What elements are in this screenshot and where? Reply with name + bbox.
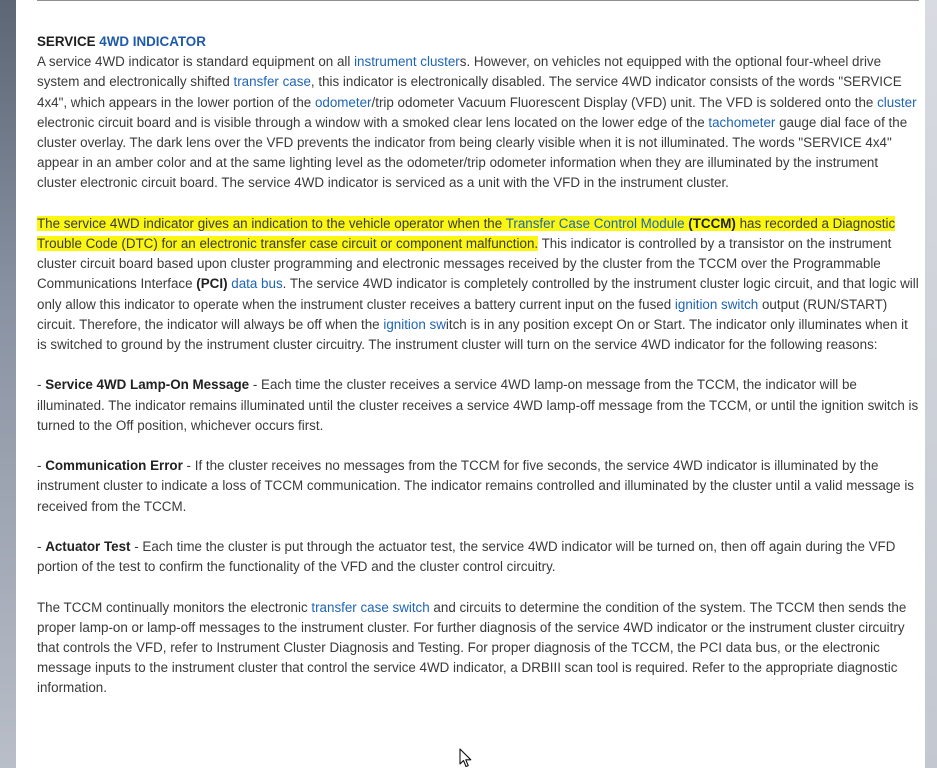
- scrollbar-track[interactable]: [924, 0, 937, 768]
- paragraph-intro: A service 4WD indicator is standard equipment on all instrument clusters. However, on vehicles not equipped with the optional four-wheel drive system and electronically shifted transfer case, this indicator is electronically disabled. The service 4WD indicator consists of the words "SERVICE 4x4", which appears in the lower portion of the odometer/trip odometer Vacuum Fluorescent Display (VFD) unit. The VFD is soldered onto the cluster electronic circuit board and is visible through a window with a smoked clear lens located on the lower edge of the tachometer gauge dial face of the cluster overlay. The dark lens over the VFD prevents the indicator from being clearly visible when it is not illuminated. The words "SERVICE 4x4" appear in an amber color and at the same lighting level as the odometer/trip odometer information when they are illuminated by the instrument cluster electronic circuit board. The service 4WD indicator is serviced as a unit with the VFD in the instrument cluster.: [37, 54, 917, 191]
- section-title: [37, 32, 920, 52]
- link-transfer-case[interactable]: transfer case: [233, 74, 311, 90]
- link-transfer-case-switch[interactable]: transfer case switch: [311, 599, 430, 615]
- window-left-edge: [0, 0, 16, 768]
- link-transfer-case-control-module[interactable]: Transfer Case Co: [505, 215, 611, 231]
- spacer: [37, 577, 920, 597]
- top-divider: [37, 0, 919, 1]
- link-instrument-cluster[interactable]: instrument cluster: [354, 54, 460, 70]
- paragraph-diagnosis: The TCCM continually monitors the electronic transfer case switch and circuits to determine the condition of the system. The TCCM then sends the proper lamp-on or lamp-off messages to the instrument cluster. For further diagnosis of the service 4WD indicator or the instrument cluster circuitry that controls the VFD, refer to Instrument Cluster Diagnosis and Testing. For proper diagnosis of the TCCM, the PCI data bus, or the electronic message inputs to the instrument cluster that control the service 4WD indicator, a DRBIII scan tool is required. Refer to the appropriate diagnostic information.: [37, 599, 907, 696]
- link-odometer[interactable]: odometer: [314, 94, 372, 110]
- highlighted-text: The service 4WD indicator gives an indication to the vehicle operator when the Transfer Case Control Module (TCCM) has recorded a Diagnostic Trouble Code (DTC) for an electronic transfer case circuit or component malfunction.: [37, 215, 896, 252]
- spacer: [37, 517, 920, 537]
- spacer: [37, 194, 920, 214]
- article-body: [37, 32, 920, 699]
- spacer: [37, 436, 920, 456]
- paragraph-operation: The service 4WD indicator gives an indication to the vehicle operator when the Transfer Case Control Module (TCCM) has recorded a Diagnostic Trouble Code (DTC) for an electronic transfer case circuit or component malfunction. This indicator is controlled by a transistor on the instrument cluster circuit board based upon cluster programming and electronic messages received by the cluster from the TCCM over the Programmable Communications Interface (PCI) data bus. The service 4WD indicator is completely controlled by the instrument cluster logic circuit, and that logic will only allow this indicator to operate when the instrument cluster receives a battery current input on the fused ignition switch output (RUN/START) circuit. Therefore, the indicator will always be off when the ignition switch is in any position except On or Start. The indicator only illuminates when it is switched to ground by the instrument cluster circuitry. The instrument cluster will turn on the service 4WD indicator for the following reasons:: [37, 215, 919, 353]
- title-link[interactable]: 4WD INDICATOR: [99, 34, 206, 49]
- document-page: [16, 0, 925, 768]
- link-tachometer[interactable]: tachometer: [708, 114, 776, 130]
- reason-communication-error: - Communication Error - If the cluster receives no messages from the TCCM for five seconds, the service 4WD indicator is illuminated by the instrument cluster to indicate a loss of TCCM communication. The indicator remains controlled and illuminated by the cluster until a valid message is received from the TCCM.: [37, 458, 914, 514]
- link-ignition-switch[interactable]: ignition switch: [674, 296, 759, 312]
- link-ignition-sw[interactable]: ignition sw: [383, 316, 446, 332]
- spacer: [37, 355, 920, 375]
- reason-actuator-test: - Actuator Test - Each time the cluster is put through the actuator test, the service 4WD indicator will be turned on, then off again during the VFD portion of the test to confirm the functionality of the VFD and the cluster control circuitry.: [37, 539, 896, 575]
- title-text: SERVICE: [37, 34, 100, 49]
- reason-lamp-on-message: - Service 4WD Lamp-On Message - Each time the cluster receives a service 4WD lamp-on message from the TCCM, the indicator will be illuminated. The indicator remains illuminated until the cluster receives a service 4WD lamp-off message from the TCCM, or until the ignition switch is turned to the Off position, whichever occurs first.: [37, 377, 919, 433]
- link-cluster[interactable]: cluster: [877, 94, 917, 110]
- link-data-bus[interactable]: data bus: [231, 276, 283, 292]
- mouse-pointer-icon: [459, 748, 473, 768]
